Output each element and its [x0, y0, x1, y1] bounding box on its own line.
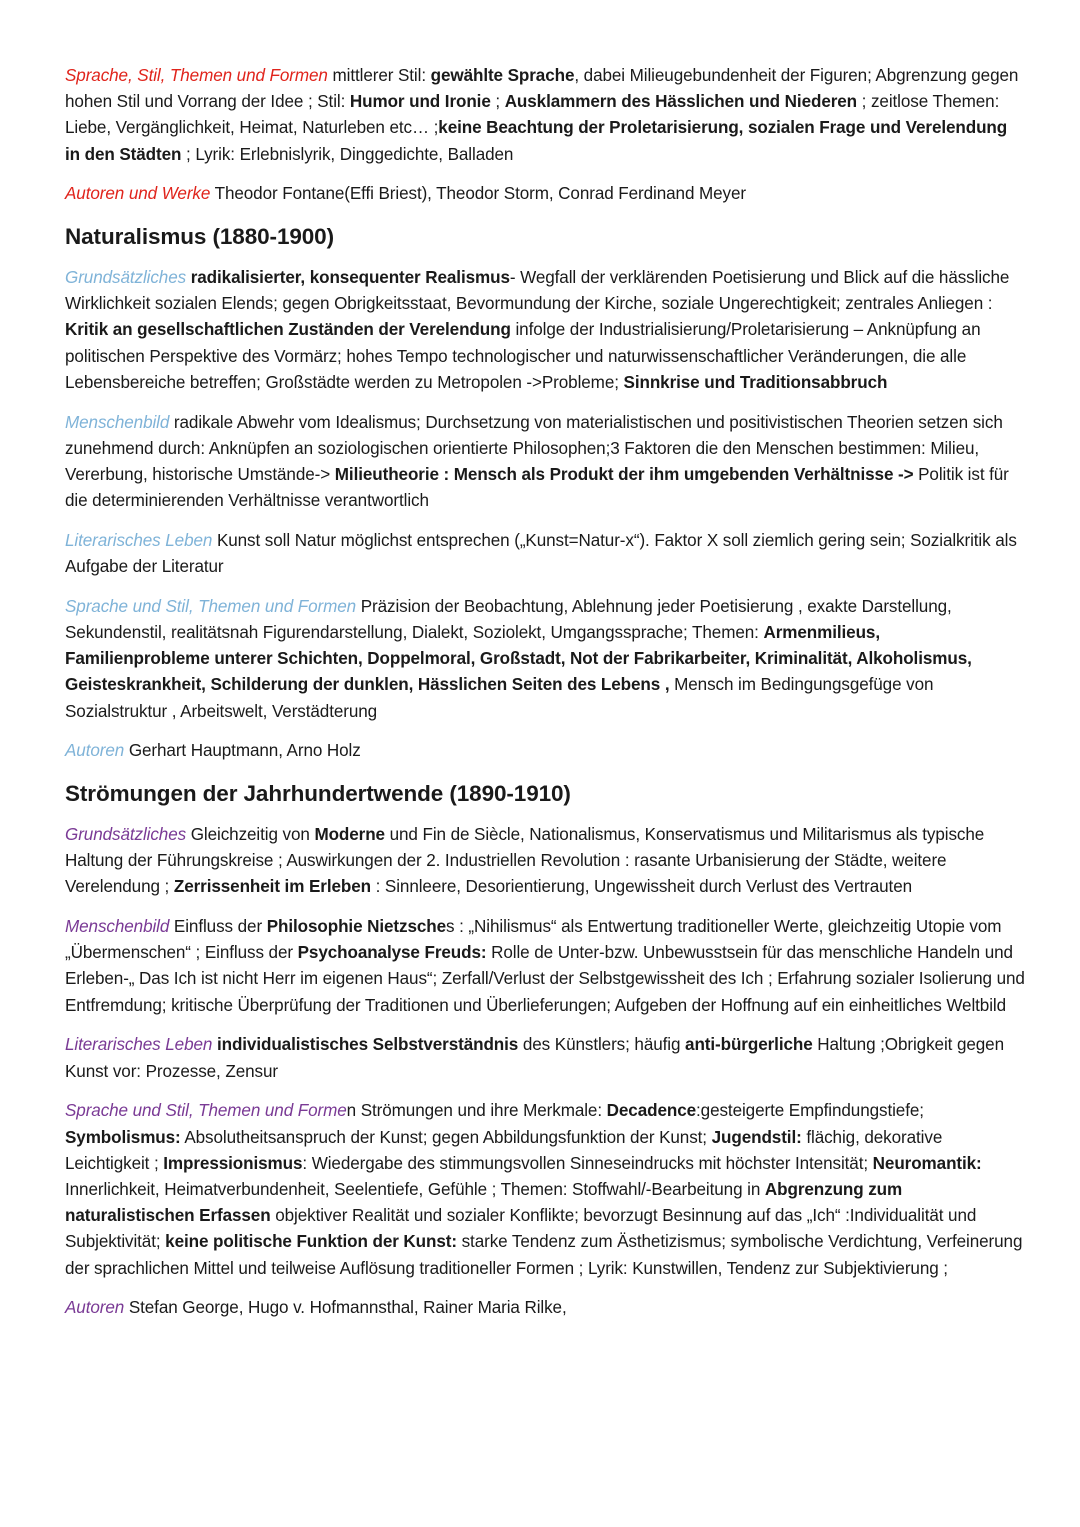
body-text: , dabei Milieugebundenheit der Figuren; Abgrenzung gegen hohen Stil und Vorrang der Idee ; Stil:: [65, 66, 1019, 112]
bold-text: Abgrenzung zum naturalistischen Erfassen: [65, 1179, 903, 1226]
body-text: infolge der Industrialisierung/Proletarisierung – Anknüpfung an politischen Perspektive des Vormärz; hohes Tempo technologischer und naturwissenschaftlicher Veränderungen, die alle Lebensbereiche betreffen; Großstädte werden zu Metropolen ->Probleme;: [65, 320, 981, 392]
paragraph: [65, 410, 1025, 515]
bold-text: gewählte Sprache: [430, 66, 575, 85]
paragraph-label: Literarisches Leben: [65, 530, 213, 550]
body-text: Rolle de Unter-bzw. Unbewusstsein für das menschliche Handeln und Erleben-„ Das Ich ist nicht Herr im eigenen Haus“; Zerfall/Verlust der Selbstgewissheit des Ich ; Erfahrung sozialer Isolierung und Entfremdung; kritische Überprüfung der Traditionen und Überlieferungen; Aufgeben der Hoffnung auf ein einheitliches Weltbild: [65, 943, 1025, 1015]
bold-text: Humor und Ironie: [349, 92, 491, 112]
body-text: Gerhart Hauptmann, Arno Holz: [124, 741, 361, 761]
paragraph: [65, 181, 1025, 207]
body-text: radikale Abwehr vom Idealismus; Durchsetzung von materialistischen und positivistischen Theorien setzen sich zunehmend durch: Anknüpfen an soziologischen orientierte Philosophen;3 Faktoren die den Menschen bestimmen: Milieu, Vererbung, historische Umstände->: [65, 412, 1003, 484]
body-text: Stefan George, Hugo v. Hofmannsthal, Rainer Maria Rilke,: [124, 1298, 567, 1318]
paragraph: [65, 63, 1025, 168]
bold-text: Ausklammern des Hässlichen und Niederen: [504, 92, 858, 112]
bold-text: Jugendstil:: [711, 1127, 802, 1147]
paragraph: [65, 914, 1025, 1019]
bold-text: Zerrissenheit im Erleben: [173, 877, 371, 897]
body-text: objektiver Realität und sozialer Konflikte; bevorzugt Besinnung auf das „Ich“ :Individualität und Subjektivität;: [65, 1206, 977, 1252]
paragraph: [65, 1032, 1025, 1084]
paragraph-label: Grundsätzliches: [65, 824, 187, 844]
paragraph-label: Autoren: [65, 741, 125, 761]
paragraph-label: Literarisches Leben: [65, 1035, 213, 1055]
body-text: starke Tendenz zum Ästhetizismus; symbolische Verdichtung, Verfeinerung der sprachlichen Mittel und teilweise Auflösung traditioneller Formen ; Lyrik: Kunstwillen, Tendenz zur Subjektivierung ;: [65, 1232, 1023, 1278]
bold-text: Sinnkrise und Traditionsabbruch: [623, 372, 888, 392]
body-text: Mensch im Bedingungsgefüge von Sozialstruktur , Arbeitswelt, Verstädterung: [65, 675, 934, 721]
bold-text: Neuromantik:: [872, 1153, 982, 1173]
paragraph-label: Menschenbild: [65, 412, 170, 432]
body-text: Haltung ;Obrigkeit gegen Kunst vor: Prozesse, Zensur: [65, 1035, 1004, 1081]
body-text: : Sinnleere, Desorientierung, Ungewissheit durch Verlust des Vertrauten: [370, 877, 913, 897]
body-text: des Künstlers; häufig: [518, 1035, 686, 1055]
body-text: s : „Nihilismus“ als Entwertung traditioneller Werte, gleichzeitig Utopie vom „Übermenschen“ ; Einfluss der: [65, 917, 1002, 963]
body-text: und Fin de Siècle, Nationalismus, Konservatismus und Militarismus als typische Haltung der Führungskreise ; Auswirkungen der 2. Industriellen Revolution : rasante Urbanisierung der Städte, weitere Verelendung ;: [65, 824, 985, 897]
body-text: ; zeitlose Themen: Liebe, Vergänglichkeit, Heimat, Naturleben etc… ;: [65, 92, 1000, 138]
bold-text: keine politische Funktion der Kunst:: [165, 1232, 457, 1252]
body-text: Absolutheitsanspruch der Kunst; gegen Abbildungsfunktion der Kunst;: [180, 1127, 712, 1147]
bold-text: Kritik an gesellschaftlichen Zuständen der Verelendung: [65, 320, 511, 340]
bold-text: anti-bürgerliche: [685, 1035, 813, 1055]
body-text: Theodor Fontane(Effi Briest), Theodor Storm, Conrad Ferdinand Meyer: [210, 184, 746, 204]
paragraph: [65, 594, 1025, 725]
bold-text: Moderne: [314, 824, 385, 844]
bold-text: radikalisierter, konsequenter Realismus: [190, 268, 510, 288]
body-text: ; Lyrik: Erlebnislyrik, Dinggedichte, Balladen: [181, 144, 514, 164]
body-text: Präzision der Beobachtung, Ablehnung jeder Poetisierung , exakte Darstellung, Sekundenstil, realitätsnah Figurendarstellung, Dialekt, Soziolekt, Umgangssprache; Themen:: [65, 596, 952, 642]
paragraph: [65, 822, 1025, 901]
section-heading: Naturalismus (1880-1900): [65, 224, 334, 250]
body-text: : Wiedergabe des stimmungsvollen Sinneseindrucks mit höchster Intensität;: [302, 1153, 873, 1173]
bold-text: Decadence: [606, 1101, 697, 1121]
bold-text: Psychoanalyse Freuds:: [297, 943, 487, 963]
body-text: Kunst soll Natur möglichst entsprechen („Kunst=Natur-x“). Faktor X soll ziemlich gering sein; Sozialkritik als Aufgabe der Literatur: [65, 530, 1017, 577]
body-text: Innerlichkeit, Heimatverbundenheit, Seelentiefe, Gefühle ; Themen: Stoffwahl/-Bearbeitung in: [65, 1179, 765, 1199]
paragraph: [65, 738, 1025, 764]
bold-text: Impressionismus: [163, 1153, 303, 1173]
paragraph-label: Sprache, Stil, Themen und Formen: [65, 66, 328, 85]
paragraph-label: Autoren: [65, 1298, 125, 1318]
paragraph-label: Menschenbild: [65, 917, 170, 937]
bold-text: Milieutheorie : Mensch als Produkt der ihm umgebenden Verhältnisse ->: [334, 464, 914, 484]
body-text: n Strömungen und ihre Merkmale:: [346, 1101, 607, 1121]
paragraph: [65, 1098, 1025, 1281]
body-text: flächig, dekorative Leichtigkeit ;: [65, 1127, 943, 1173]
paragraph: [65, 1295, 1025, 1321]
body-text: ;: [490, 92, 505, 112]
section-heading: Strömungen der Jahrhundertwende (1890-1910): [65, 780, 571, 806]
bold-text: keine Beachtung der Proletarisierung, sozialen Frage und Verelendung in den Städten: [65, 118, 1008, 164]
paragraph: [65, 265, 1025, 396]
body-text: mittlerer Stil:: [327, 66, 431, 85]
paragraph: [65, 528, 1025, 580]
body-text: - Wegfall der verklärenden Poetisierung und Blick auf die hässliche Wirklichkeit sozialen Elends; gegen Obrigkeitsstaat, Bevormundung der Kirche, soziale Ungerechtigkeit; zentrales Anliegen :: [65, 268, 1010, 314]
body-text: Einfluss der: [169, 917, 267, 937]
body-text: Politik ist für die determinierenden Verhältnisse verantwortlich: [65, 464, 1009, 511]
bold-text: Philosophie Nietzsche: [266, 917, 447, 937]
document-page: [65, 63, 1025, 1335]
bold-text: individualistisches Selbstverständnis: [216, 1035, 519, 1055]
body-text: :gesteigerte Empfindungstiefe;: [696, 1101, 924, 1121]
body-text: Gleichzeitig von: [186, 824, 315, 844]
paragraph-label: Autoren und Werke: [65, 184, 211, 204]
bold-text: Armenmilieus, Familienprobleme unterer Schichten, Doppelmoral, Großstadt, Not der Fabrikarbeiter, Kriminalität, Alkoholismus, Geisteskrankheit, Schilderung der dunklen, Hässlichen Seiten des Lebens ,: [65, 622, 972, 695]
paragraph-label: Grundsätzliches: [65, 268, 187, 288]
paragraph-label: Sprache und Stil, Themen und Formen: [65, 596, 357, 616]
paragraph-label: Sprache und Stil, Themen und Forme: [65, 1101, 347, 1121]
bold-text: Symbolismus:: [65, 1127, 181, 1147]
